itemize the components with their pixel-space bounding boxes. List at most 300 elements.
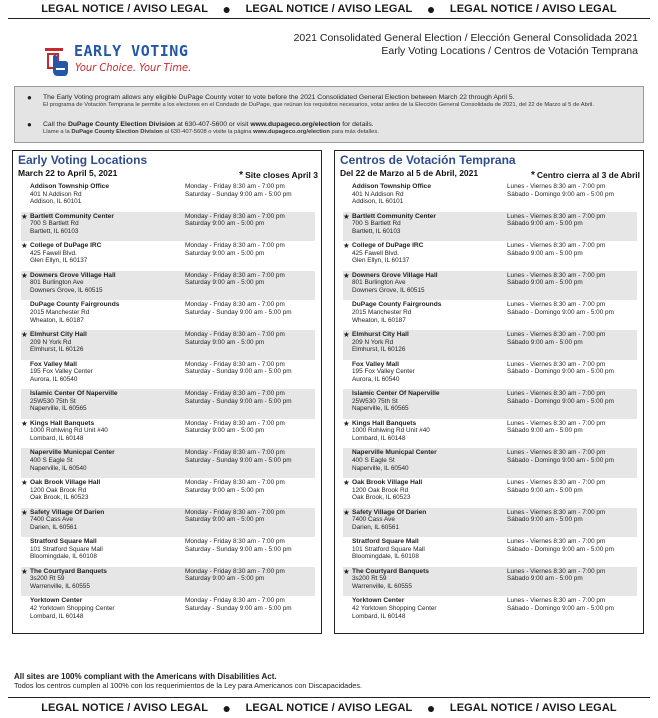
location-hours [185,361,315,376]
location-street: 1000 Rohlwing Rd Unit #40 [30,427,108,435]
location-city: Darien, IL 60561 [30,523,78,531]
weekday-hours: Lunes - Viernes 8:30 am - 7:00 pm [507,419,606,427]
location-street: 2015 Manchester Rd [30,308,90,316]
weekday-hours: Lunes - Viernes 8:30 am - 7:00 pm [507,597,606,605]
location-hours [507,509,637,524]
location-hours [507,449,637,464]
location-street: 7400 Cass Ave [352,516,395,524]
location-city: Lombard, IL 60148 [352,434,406,442]
divider [8,18,650,19]
location-city: Aurora, IL 60540 [352,375,400,383]
weekday-hours: Monday - Friday 8:30 am - 7:00 pm [185,449,285,457]
location-row [21,448,315,478]
legal-notice-text: LEGAL NOTICE / AVISO LEGAL [245,3,413,15]
weekday-hours: Monday - Friday 8:30 am - 7:00 pm [185,360,285,368]
location-row [343,182,637,212]
location-row [343,567,637,597]
location-city: Elmhurst, IL 60126 [30,346,84,354]
location-city: Lombard, IL 60148 [30,434,84,442]
location-address [30,183,190,206]
weekend-hours: Sábado 9:00 am - 5:00 pm [507,427,583,435]
panel-title: Centros de Votación Temprana [340,153,516,167]
location-street: 400 S Eagle St [352,456,395,464]
info-contact-en [43,121,379,129]
asterisk-icon: * [530,170,535,181]
location-city: Warrenville, IL 60555 [352,582,412,590]
location-name: Oak Brook Village Hall [30,478,101,486]
logo-wordmark: EARLY VOTING [74,42,189,60]
location-address [352,568,512,591]
weekend-hours: Saturday - Sunday 9:00 am - 5:00 pm [185,308,292,316]
bullet-icon: ● [426,1,436,17]
location-city: Naperville, IL 60540 [352,464,409,472]
location-row [343,478,637,508]
weekday-hours: Lunes - Viernes 8:30 am - 7:00 pm [507,567,606,575]
location-row [343,537,637,567]
location-row [21,537,315,567]
location-address [30,568,190,591]
location-hours [507,568,637,583]
weekday-hours: Monday - Friday 8:30 am - 7:00 pm [185,390,285,398]
site-closes-text: Centro cierra al 3 de Abril [536,170,640,180]
bullet-icon: ● [222,700,232,716]
location-city: Bloomingdale, IL 60108 [352,553,419,561]
location-name: Yorktown Center [30,597,83,605]
location-city: Glen Ellyn, IL 60137 [352,257,410,265]
weekday-hours: Monday - Friday 8:30 am - 7:00 pm [185,597,285,605]
weekday-hours: Lunes - Viernes 8:30 am - 7:00 pm [507,242,606,250]
location-hours [185,301,315,316]
location-name: DuPage County Fairgrounds [352,301,442,309]
weekend-hours: Sábado 9:00 am - 5:00 pm [507,516,583,524]
weekday-hours: Monday - Friday 8:30 am - 7:00 pm [185,419,285,427]
location-street: 700 S Bartlett Rd [30,220,79,228]
location-hours [507,361,637,376]
info-text: for details. [340,121,374,128]
weekend-hours: Saturday - Sunday 9:00 am - 5:00 pm [185,397,292,405]
bullet-icon: ● [27,120,32,129]
location-hours [185,331,315,346]
weekend-hours: Saturday - Sunday 9:00 am - 5:00 pm [185,456,292,464]
location-name: Stratford Square Mall [352,538,419,546]
weekend-hours: Saturday 9:00 am - 5:00 pm [185,427,265,435]
weekend-hours: Saturday 9:00 am - 5:00 pm [185,486,265,494]
star-icon: ★ [343,211,350,221]
weekday-hours: Monday - Friday 8:30 am - 7:00 pm [185,271,285,279]
location-hours [185,479,315,494]
location-row [343,330,637,360]
location-name: DuPage County Fairgrounds [30,301,120,309]
weekend-hours: Sábado - Domingo 9:00 am - 5:00 pm [507,308,614,316]
logo-tagline: Your Choice. Your Time. [75,61,192,74]
panel-centros-de-votacion [334,150,644,634]
legal-notice-bar-bottom [0,699,658,717]
location-hours [185,538,315,553]
bullet-icon: ● [426,700,436,716]
location-name: Elmhurst City Hall [352,330,409,338]
star-icon: ★ [343,418,350,428]
location-name: Oak Brook Village Hall [352,478,423,486]
location-hours [185,568,315,583]
location-name: Yorktown Center [352,597,405,605]
location-hours [507,272,637,287]
ada-note-es: Todos los centros cumplen al 100% con los requerimientos de la Ley para Americanos con Discapacidades. [14,681,363,690]
divider [8,697,650,698]
location-street: 209 N York Rd [30,338,72,346]
location-name: Fox Valley Mall [352,360,399,368]
location-hours [507,420,637,435]
weekend-hours: Sábado 9:00 am - 5:00 pm [507,220,583,228]
location-city: Downers Grove, IL 60515 [352,286,425,294]
location-street: 42 Yorktown Shopping Center [352,604,437,612]
location-city: Oak Brook, IL 60523 [30,494,89,502]
location-street: 209 N York Rd [352,338,394,346]
location-hours [507,597,637,612]
location-name: Addison Township Office [30,183,109,190]
location-row [21,508,315,538]
weekend-hours: Sábado 9:00 am - 5:00 pm [507,279,583,287]
ada-note-en: All sites are 100% compliant with the Americans with Disabilities Act. [14,672,277,681]
weekday-hours: Monday - Friday 8:30 am - 7:00 pm [185,330,285,338]
star-icon: ★ [21,211,28,221]
weekday-hours: Monday - Friday 8:30 am - 7:00 pm [185,478,285,486]
panel-dates: March 22 to April 5, 2021 [18,168,118,178]
star-icon: ★ [343,477,350,487]
panel-dates: Del 22 de Marzo al 5 de Abril, 2021 [340,168,479,178]
weekend-hours: Saturday 9:00 am - 5:00 pm [185,220,265,228]
location-name: College of DuPage IRC [30,242,102,250]
location-street: 195 Fox Valley Center [352,368,415,376]
weekend-hours: Saturday 9:00 am - 5:00 pm [185,516,265,524]
election-website-link[interactable]: www.dupageco.org/election [250,121,341,128]
location-street: 425 Fawell Blvd. [352,249,399,257]
location-row [21,419,315,449]
location-row [343,508,637,538]
location-hours [507,183,637,198]
location-list [343,182,637,626]
location-row [343,241,637,271]
election-division-name: DuPage County Election Division [67,121,176,128]
location-name: The Courtyard Banquets [352,567,429,575]
location-address [352,242,512,265]
info-item-contact [27,121,379,136]
early-voting-logo [44,42,192,78]
location-name: Bartlett Community Center [352,212,436,220]
location-street: 3s200 Rt 59 [30,575,65,583]
location-address [30,331,190,354]
weekend-hours: Sábado - Domingo 9:00 am - 5:00 pm [507,368,614,376]
weekday-hours: Lunes - Viernes 8:30 am - 7:00 pm [507,212,606,220]
location-row [343,300,637,330]
location-name: Fox Valley Mall [30,360,77,368]
legal-notice-text: LEGAL NOTICE / AVISO LEGAL [41,702,209,714]
location-hours [185,449,315,464]
location-hours [185,597,315,612]
weekend-hours: Sábado - Domingo 9:00 am - 5:00 pm [507,604,614,612]
location-city: Naperville, IL 60540 [30,464,87,472]
location-city: Downers Grove, IL 60515 [30,286,103,294]
location-name: Stratford Square Mall [30,538,97,546]
location-row [21,212,315,242]
location-city: Wheaton, IL 60187 [30,316,84,324]
ballot-hand-icon [44,44,72,78]
star-icon: ★ [21,418,28,428]
location-address [352,272,512,295]
weekday-hours: Lunes - Viernes 8:30 am - 7:00 pm [507,538,606,546]
weekday-hours: Lunes - Viernes 8:30 am - 7:00 pm [507,449,606,457]
location-list [21,182,315,626]
weekday-hours: Monday - Friday 8:30 am - 7:00 pm [185,242,285,250]
location-street: 400 S Eagle St [30,456,73,464]
location-name: Elmhurst City Hall [30,330,87,338]
weekday-hours: Lunes - Viernes 8:30 am - 7:00 pm [507,271,606,279]
location-hours [185,242,315,257]
location-row [343,360,637,390]
weekday-hours: Monday - Friday 8:30 am - 7:00 pm [185,183,285,190]
location-row [343,448,637,478]
location-row [21,596,315,626]
location-hours [185,390,315,405]
location-address [352,183,512,206]
location-name: Bartlett Community Center [30,212,114,220]
heading-election: 2021 Consolidated General Election / Elección General Consolidada 2021 [293,32,638,44]
location-city: Aurora, IL 60540 [30,375,78,383]
asterisk-icon: * [239,170,244,181]
heading-locations: Early Voting Locations / Centros de Votación Temprana [381,45,638,57]
location-row [21,567,315,597]
site-closes-note [531,170,640,181]
panel-early-voting-locations [12,150,322,634]
weekend-hours: Sábado - Domingo 9:00 am - 5:00 pm [507,545,614,553]
weekday-hours: Lunes - Viernes 8:30 am - 7:00 pm [507,183,606,190]
location-hours [507,242,637,257]
location-street: 425 Fawell Blvd. [30,249,77,257]
legal-notice-text: LEGAL NOTICE / AVISO LEGAL [449,702,617,714]
location-hours [507,538,637,553]
info-item-program [27,94,594,109]
info-box [14,86,644,143]
location-name: College of DuPage IRC [352,242,424,250]
info-text: para más detalles. [329,128,379,135]
location-address [30,479,190,502]
location-address [352,538,512,561]
location-address [352,213,512,236]
weekend-hours: Saturday - Sunday 9:00 am - 5:00 pm [185,190,292,198]
star-icon: ★ [21,566,28,576]
location-name: Safety Village Of Darien [352,508,427,516]
election-website-link[interactable]: www.dupageco.org/election [253,128,330,135]
location-address [352,390,512,413]
legal-notice-text: LEGAL NOTICE / AVISO LEGAL [449,3,617,15]
location-address [30,597,190,620]
weekday-hours: Monday - Friday 8:30 am - 7:00 pm [185,508,285,516]
location-row [21,182,315,212]
weekday-hours: Lunes - Viernes 8:30 am - 7:00 pm [507,508,606,516]
location-row [21,389,315,419]
location-street: 1200 Oak Brook Rd [352,486,409,494]
election-division-name: DuPage County Election Division [71,128,163,135]
location-name: Downers Grove Village Hall [352,271,438,279]
info-contact-es [43,129,379,137]
location-city: Addison, IL 60101 [30,198,82,206]
weekday-hours: Monday - Friday 8:30 am - 7:00 pm [185,567,285,575]
weekend-hours: Saturday 9:00 am - 5:00 pm [185,249,265,257]
star-icon: ★ [343,566,350,576]
weekend-hours: Sábado 9:00 am - 5:00 pm [507,338,583,346]
location-street: 3s200 Rt 59 [352,575,387,583]
weekend-hours: Sábado 9:00 am - 5:00 pm [507,575,583,583]
location-hours [507,331,637,346]
legal-notice-text: LEGAL NOTICE / AVISO LEGAL [245,702,413,714]
location-city: Oak Brook, IL 60523 [352,494,411,502]
location-hours [507,390,637,405]
location-address [352,301,512,324]
weekday-hours: Monday - Friday 8:30 am - 7:00 pm [185,212,285,220]
location-row [21,241,315,271]
location-name: Safety Village Of Darien [30,508,105,516]
star-icon: ★ [21,329,28,339]
location-city: Naperville, IL 60565 [352,405,409,413]
location-address [30,213,190,236]
location-name: Naperville Municpal Center [352,449,437,457]
location-name: Downers Grove Village Hall [30,271,116,279]
location-address [352,597,512,620]
location-hours [185,183,315,198]
location-name: Kings Hall Banquets [352,419,417,427]
location-address [352,479,512,502]
location-name: Naperville Municpal Center [30,449,115,457]
location-address [30,242,190,265]
location-address [352,449,512,472]
location-address [30,361,190,384]
location-row [343,212,637,242]
location-name: Addison Township Office [352,183,431,190]
location-row [21,360,315,390]
weekend-hours: Saturday 9:00 am - 5:00 pm [185,575,265,583]
location-city: Bloomingdale, IL 60108 [30,553,97,561]
location-hours [185,213,315,228]
star-icon: ★ [21,507,28,517]
location-street: 25W530 75th St [352,397,398,405]
location-street: 1200 Oak Brook Rd [30,486,87,494]
star-icon: ★ [343,241,350,251]
location-city: Bartlett, IL 60103 [30,227,79,235]
location-city: Glen Ellyn, IL 60137 [30,257,88,265]
location-hours [185,420,315,435]
location-street: 25W530 75th St [30,397,76,405]
legal-notice-bar-top [0,0,658,18]
location-street: 801 Burlington Ave [352,279,406,287]
info-text: al 630-407-5608 o visite la página [162,128,254,135]
weekend-hours: Saturday - Sunday 9:00 am - 5:00 pm [185,604,292,612]
weekend-hours: Sábado - Domingo 9:00 am - 5:00 pm [507,456,614,464]
page-heading [294,32,638,58]
location-address [352,509,512,532]
location-street: 700 S Bartlett Rd [352,220,401,228]
site-closes-text: Site closes April 3 [245,170,318,180]
location-address [352,361,512,384]
weekend-hours: Saturday - Sunday 9:00 am - 5:00 pm [185,545,292,553]
info-text: at 630-407-5600 or visit [175,121,251,128]
location-hours [507,213,637,228]
weekend-hours: Sábado 9:00 am - 5:00 pm [507,249,583,257]
weekday-hours: Lunes - Viernes 8:30 am - 7:00 pm [507,478,606,486]
location-street: 401 N Addison Rd [30,190,82,198]
weekday-hours: Monday - Friday 8:30 am - 7:00 pm [185,301,285,309]
location-city: Lombard, IL 60148 [30,612,84,620]
star-icon: ★ [343,270,350,280]
weekend-hours: Saturday - Sunday 9:00 am - 5:00 pm [185,368,292,376]
location-city: Elmhurst, IL 60126 [352,346,406,354]
ada-compliance-note [14,672,362,690]
location-city: Lombard, IL 60148 [352,612,406,620]
location-name: The Courtyard Banquets [30,567,107,575]
location-address [352,420,512,443]
location-hours [507,479,637,494]
info-text: Call the [43,121,68,128]
location-city: Addison, IL 60101 [352,198,404,206]
location-address [30,272,190,295]
location-street: 101 Stratford Square Mall [352,545,425,553]
location-address [30,538,190,561]
location-row [21,478,315,508]
location-hours [185,272,315,287]
location-street: 42 Yorktown Shopping Center [30,604,115,612]
weekend-hours: Sábado 9:00 am - 5:00 pm [507,486,583,494]
weekday-hours: Lunes - Viernes 8:30 am - 7:00 pm [507,360,606,368]
weekend-hours: Saturday 9:00 am - 5:00 pm [185,279,265,287]
location-street: 401 N Addison Rd [352,190,404,198]
location-street: 7400 Cass Ave [30,516,73,524]
location-city: Wheaton, IL 60187 [352,316,406,324]
star-icon: ★ [343,507,350,517]
star-icon: ★ [343,329,350,339]
star-icon: ★ [21,241,28,251]
weekday-hours: Lunes - Viernes 8:30 am - 7:00 pm [507,330,606,338]
bullet-icon: ● [222,1,232,17]
weekend-hours: Sábado - Domingo 9:00 am - 5:00 pm [507,190,614,198]
location-street: 1000 Rohlwing Rd Unit #40 [352,427,430,435]
location-city: Naperville, IL 60565 [30,405,87,413]
location-row [343,596,637,626]
location-street: 101 Stratford Square Mall [30,545,103,553]
location-name: Islamic Center Of Naperville [30,390,118,398]
location-hours [507,301,637,316]
location-row [343,271,637,301]
location-street: 2015 Manchester Rd [352,308,412,316]
location-hours [185,509,315,524]
location-address [30,509,190,532]
weekday-hours: Monday - Friday 8:30 am - 7:00 pm [185,538,285,546]
legal-notice-text: LEGAL NOTICE / AVISO LEGAL [41,3,209,15]
panel-title: Early Voting Locations [18,153,148,167]
location-row [21,271,315,301]
star-icon: ★ [21,477,28,487]
weekend-hours: Saturday 9:00 am - 5:00 pm [185,338,265,346]
location-city: Bartlett, IL 60103 [352,227,401,235]
location-name: Kings Hall Banquets [30,419,95,427]
location-street: 801 Burlington Ave [30,279,84,287]
location-row [21,330,315,360]
location-address [30,390,190,413]
location-address [352,331,512,354]
info-program-es: El programa de Votación Temprana le permite a los electores en el Condado de DuPage, que reúnan los requisitos necesarios, votar antes de la Elección General Consolidada de 2021, del 22 de Marzo al 5 de Abril. [43,101,594,108]
weekend-hours: Sábado - Domingo 9:00 am - 5:00 pm [507,397,614,405]
location-address [30,301,190,324]
weekday-hours: Lunes - Viernes 8:30 am - 7:00 pm [507,390,606,398]
location-row [343,419,637,449]
location-city: Darien, IL 60561 [352,523,400,531]
